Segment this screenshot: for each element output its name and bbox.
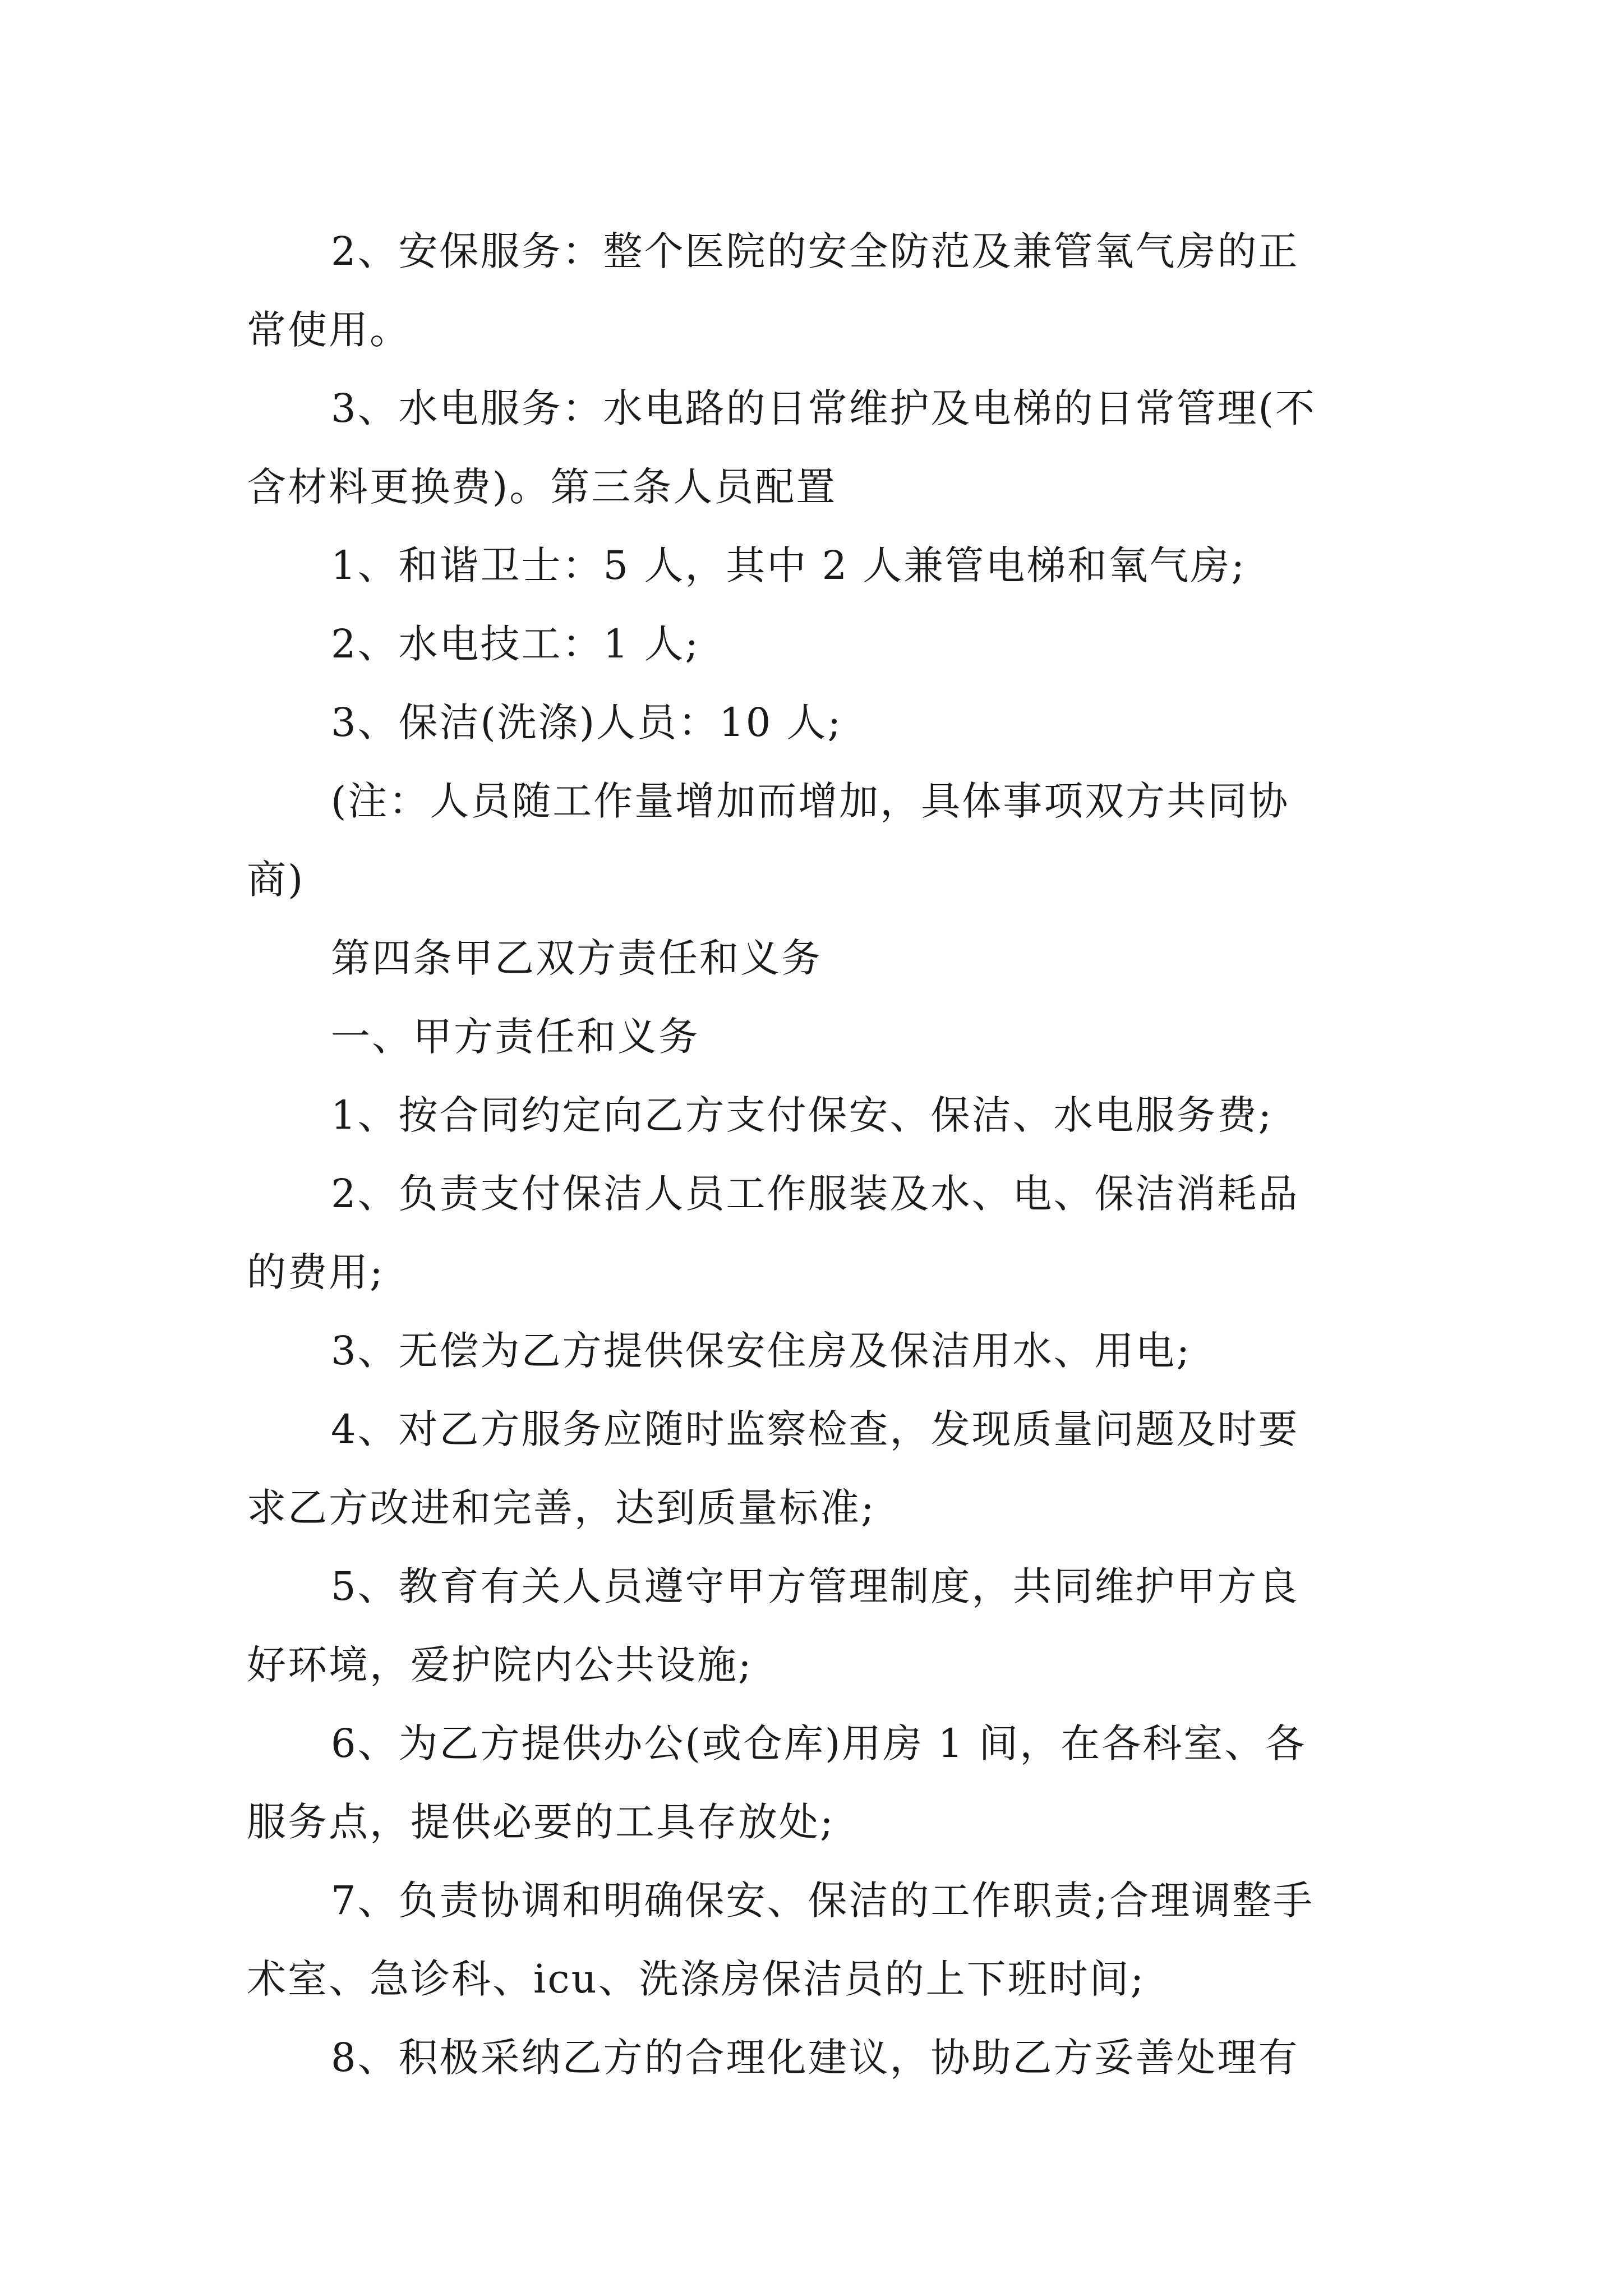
text-line: 4、对乙方服务应随时监察检查，发现质量问题及时要 bbox=[331, 1406, 1299, 1452]
text-line: 5、教育有关人员遵守甲方管理制度，共同维护甲方良 bbox=[331, 1563, 1299, 1609]
text-line: 3、水电服务：水电路的日常维护及电梯的日常管理(不 bbox=[331, 385, 1316, 431]
text-line: (注：人员随工作量增加而增加，具体事项双方共同协 bbox=[331, 778, 1290, 824]
text-line: 含材料更换费)。第三条人员配置 bbox=[247, 464, 837, 510]
text-line: 求乙方改进和完善，达到质量标准; bbox=[247, 1485, 876, 1531]
text-line: 服务点，提供必要的工具存放处; bbox=[247, 1799, 835, 1845]
text-line: 的费用; bbox=[247, 1249, 385, 1295]
text-line: 8、积极采纳乙方的合理化建议，协助乙方妥善处理有 bbox=[331, 2035, 1299, 2081]
text-line: 2、安保服务：整个医院的安全防范及兼管氧气房的正 bbox=[331, 228, 1299, 274]
text-line: 好环境，爱护院内公共设施; bbox=[247, 1642, 753, 1688]
text-line: 1、按合同约定向乙方支付保安、保洁、水电服务费; bbox=[331, 1092, 1274, 1138]
subsection-heading: 一、甲方责任和义务 bbox=[331, 1014, 699, 1060]
text-line: 7、负责协调和明确保安、保洁的工作职责;合理调整手 bbox=[331, 1878, 1315, 1924]
text-line: 3、保洁(洗涤)人员：10 人; bbox=[331, 700, 843, 746]
section-heading: 第四条甲乙双方责任和义务 bbox=[331, 935, 822, 981]
text-line: 术室、急诊科、icu、洗涤房保洁员的上下班时间; bbox=[247, 1956, 1146, 2002]
text-line: 2、水电技工：1 人; bbox=[331, 621, 700, 667]
document-body bbox=[247, 212, 1385, 2097]
text-line: 1、和谐卫士：5 人，其中 2 人兼管电梯和氧气房; bbox=[331, 542, 1246, 588]
text-line: 6、为乙方提供办公(或仓库)用房 1 间，在各科室、各 bbox=[331, 1720, 1307, 1766]
text-line: 商) bbox=[247, 857, 305, 903]
text-line: 常使用。 bbox=[247, 307, 411, 353]
text-line: 3、无偿为乙方提供保安住房及保洁用水、用电; bbox=[331, 1328, 1192, 1374]
text-line: 2、负责支付保洁人员工作服装及水、电、保洁消耗品 bbox=[331, 1171, 1299, 1217]
